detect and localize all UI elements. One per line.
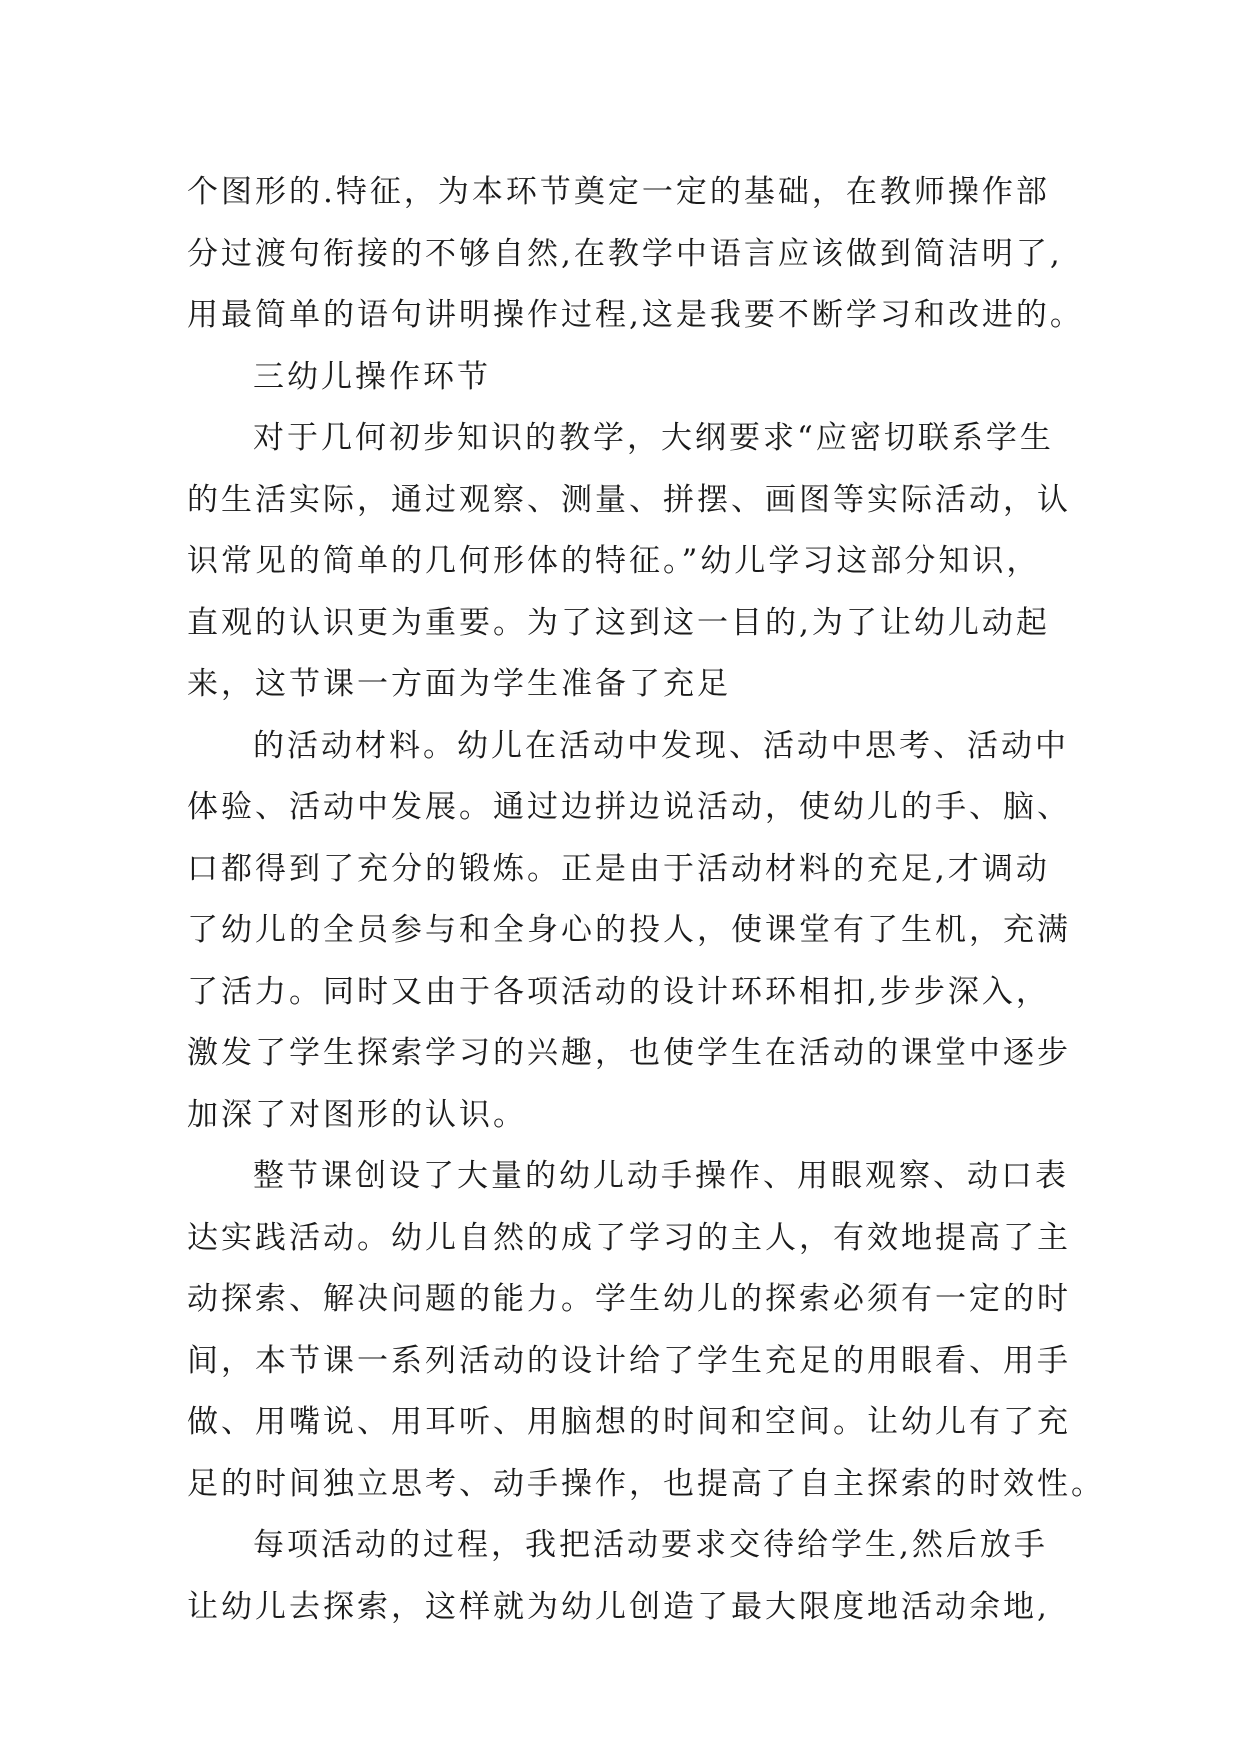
text-line: 足的时间独立思考、动手操作，也提高了自主探索的时效性。 <box>187 1465 1105 1502</box>
text-line: 对于几何初步知识的教学，大纲要求“应密切联系学生 <box>253 420 1054 456</box>
document-body <box>187 162 1105 1638</box>
text-line: 激发了学生探索学习的兴趣，也使学生在活动的课堂中逐步 <box>187 1035 1071 1071</box>
text-line: 体验、活动中发展。通过边拼边说活动，使幼儿的手、脑、 <box>187 789 1071 825</box>
text-line: 每项活动的过程，我把活动要求交待给学生,然后放手 <box>253 1527 1048 1563</box>
text-line: 个图形的.特征，为本环节奠定一定的基础，在教师操作部 <box>187 174 1050 210</box>
text-line: 的活动材料。幼儿在活动中发现、活动中思考、活动中 <box>253 727 1069 764</box>
text-line: 的生活实际，通过观察、测量、拼摆、画图等实际活动，认 <box>187 481 1071 518</box>
text-line: 让幼儿去探索，这样就为幼儿创造了最大限度地活动余地, <box>187 1588 1050 1625</box>
text-line: 了幼儿的全员参与和全身心的投人，使课堂有了生机，充满 <box>187 912 1071 948</box>
text-line: 三幼儿操作环节 <box>253 358 491 395</box>
text-line: 动探索、解决问题的能力。学生幼儿的探索必须有一定的时 <box>187 1281 1071 1317</box>
text-line: 加深了对图形的认识。 <box>187 1096 527 1133</box>
text-line: 来，这节课一方面为学生准备了充足 <box>187 666 731 702</box>
text-line: 识常见的简单的几何形体的特征。”幼儿学习这部分知识， <box>187 543 1041 579</box>
text-line: 做、用嘴说、用耳听、用脑想的时间和空间。让幼儿有了充 <box>187 1404 1071 1440</box>
text-line: 了活力。同时又由于各项活动的设计环环相扣,步步深入， <box>187 973 1050 1010</box>
text-line: 间，本节课一系列活动的设计给了学生充足的用眼看、用手 <box>187 1342 1071 1379</box>
text-line: 直观的认识更为重要。为了这到这一目的,为了让幼儿动起 <box>187 604 1050 641</box>
text-line: 整节课创设了大量的幼儿动手操作、用眼观察、动口表 <box>253 1158 1069 1194</box>
text-line: 口都得到了充分的锻炼。正是由于活动材料的充足,才调动 <box>187 850 1050 887</box>
text-line: 达实践活动。幼儿自然的成了学习的主人，有效地提高了主 <box>187 1219 1071 1256</box>
text-line: 用最简单的语句讲明操作过程,这是我要不断学习和改进的。 <box>187 297 1084 333</box>
text-line: 分过渡句衔接的不够自然,在教学中语言应该做到简洁明了, <box>187 235 1063 272</box>
